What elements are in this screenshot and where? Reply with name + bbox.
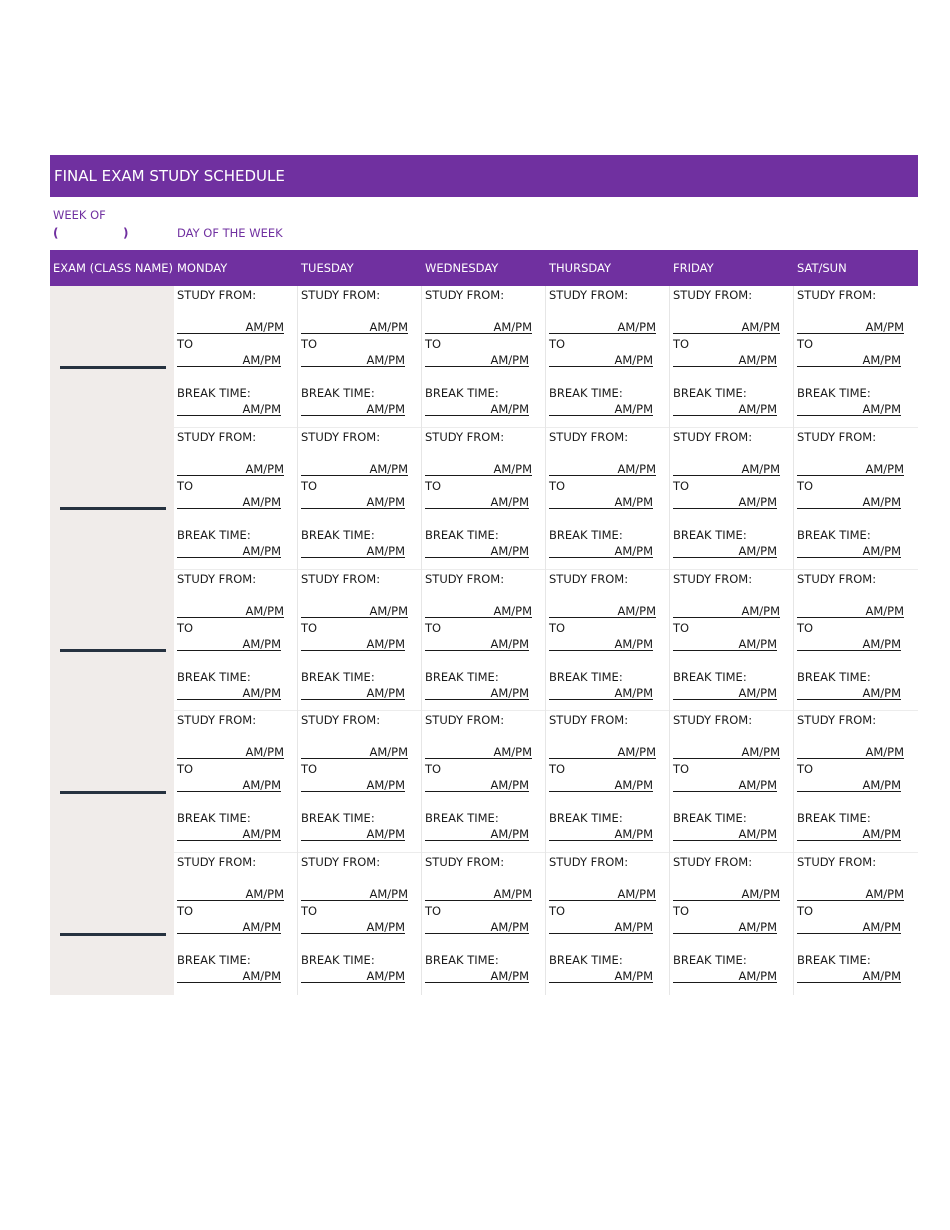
to-label: TO bbox=[549, 337, 566, 351]
break-time-field[interactable]: AM/PM bbox=[177, 402, 281, 416]
study-to-time-field[interactable]: AM/PM bbox=[425, 637, 529, 651]
study-from-time-field[interactable]: AM/PM bbox=[673, 604, 780, 618]
day-column-sat-sun bbox=[794, 286, 918, 995]
to-label: TO bbox=[425, 478, 442, 493]
study-slot bbox=[546, 570, 669, 712]
to-label: TO bbox=[177, 762, 194, 777]
break-time-field[interactable]: AM/PM bbox=[177, 686, 281, 700]
break-time-label: BREAK TIME: bbox=[673, 527, 747, 542]
study-from-time-field[interactable]: AM/PM bbox=[549, 745, 656, 759]
to-label: TO bbox=[177, 904, 194, 919]
break-time-field[interactable]: AM/PM bbox=[673, 402, 777, 416]
study-from-label: STUDY FROM: bbox=[425, 429, 505, 444]
study-slot bbox=[298, 428, 421, 570]
to-label: TO bbox=[549, 620, 566, 635]
break-time-label: BREAK TIME: bbox=[301, 953, 375, 968]
header-sat-sun: SAT/SUN bbox=[797, 261, 847, 275]
study-from-label: STUDY FROM: bbox=[797, 429, 877, 444]
header-friday: FRIDAY bbox=[673, 261, 714, 275]
study-from-time-field[interactable]: AM/PM bbox=[549, 887, 656, 901]
study-from-label: STUDY FROM: bbox=[425, 571, 505, 586]
break-time-field[interactable]: AM/PM bbox=[797, 402, 901, 416]
exam-name-line[interactable] bbox=[60, 366, 166, 369]
study-from-label: STUDY FROM: bbox=[673, 429, 753, 444]
study-slot bbox=[174, 286, 297, 428]
study-slot bbox=[422, 711, 545, 853]
study-from-time-field[interactable]: AM/PM bbox=[177, 462, 284, 476]
study-from-time-field[interactable]: AM/PM bbox=[425, 320, 532, 334]
to-label: TO bbox=[797, 762, 814, 777]
exam-name-line[interactable] bbox=[60, 933, 166, 936]
to-label: TO bbox=[425, 620, 442, 635]
break-time-label: BREAK TIME: bbox=[797, 953, 871, 968]
study-from-label: STUDY FROM: bbox=[797, 571, 877, 586]
break-time-field[interactable]: AM/PM bbox=[549, 402, 653, 416]
to-label: TO bbox=[673, 762, 690, 777]
study-to-time-field[interactable]: AM/PM bbox=[425, 778, 529, 792]
week-of-paren-close: ) bbox=[123, 226, 129, 240]
study-from-label: STUDY FROM: bbox=[177, 571, 257, 586]
break-time-label: BREAK TIME: bbox=[673, 811, 747, 826]
study-to-time-field[interactable]: AM/PM bbox=[549, 495, 653, 509]
study-slot bbox=[298, 286, 421, 428]
study-to-time-field[interactable]: AM/PM bbox=[673, 495, 777, 509]
study-from-time-field[interactable]: AM/PM bbox=[797, 745, 904, 759]
study-from-label: STUDY FROM: bbox=[797, 713, 877, 728]
study-to-time-field[interactable]: AM/PM bbox=[301, 920, 405, 934]
study-slot bbox=[794, 570, 918, 712]
study-from-label: STUDY FROM: bbox=[301, 855, 381, 870]
week-of-paren-open: ( bbox=[53, 226, 59, 240]
break-time-field[interactable]: AM/PM bbox=[301, 686, 405, 700]
day-column-wednesday bbox=[422, 286, 546, 995]
break-time-field[interactable]: AM/PM bbox=[673, 969, 777, 983]
break-time-field[interactable]: AM/PM bbox=[549, 544, 653, 558]
study-from-label: STUDY FROM: bbox=[549, 571, 629, 586]
break-time-label: BREAK TIME: bbox=[673, 953, 747, 968]
study-to-time-field[interactable]: AM/PM bbox=[673, 920, 777, 934]
break-time-label: BREAK TIME: bbox=[797, 669, 871, 684]
study-from-label: STUDY FROM: bbox=[673, 713, 753, 728]
to-label: TO bbox=[301, 620, 318, 635]
break-time-label: BREAK TIME: bbox=[549, 953, 623, 968]
study-from-time-field[interactable]: AM/PM bbox=[301, 462, 408, 476]
break-time-label: BREAK TIME: bbox=[177, 669, 251, 684]
header-exam-class-name: EXAM (CLASS NAME) bbox=[53, 261, 174, 275]
exam-name-line[interactable] bbox=[60, 507, 166, 510]
study-slot bbox=[546, 711, 669, 853]
study-slot bbox=[298, 853, 421, 995]
study-from-label: STUDY FROM: bbox=[177, 429, 257, 444]
study-to-time-field[interactable]: AM/PM bbox=[549, 778, 653, 792]
study-from-time-field[interactable]: AM/PM bbox=[177, 320, 284, 334]
to-label: TO bbox=[425, 762, 442, 777]
study-from-time-field[interactable]: AM/PM bbox=[797, 462, 904, 476]
study-from-label: STUDY FROM: bbox=[425, 855, 505, 870]
break-time-field[interactable]: AM/PM bbox=[425, 544, 529, 558]
break-time-label: BREAK TIME: bbox=[301, 669, 375, 684]
break-time-field[interactable]: AM/PM bbox=[673, 544, 777, 558]
schedule-title: FINAL EXAM STUDY SCHEDULE bbox=[50, 155, 918, 197]
schedule-grid bbox=[50, 286, 918, 995]
break-time-label: BREAK TIME: bbox=[425, 953, 499, 968]
break-time-field[interactable]: AM/PM bbox=[425, 969, 529, 983]
study-from-label: STUDY FROM: bbox=[549, 288, 629, 302]
to-label: TO bbox=[797, 478, 814, 493]
study-slot bbox=[422, 286, 545, 428]
study-slot bbox=[174, 711, 297, 853]
study-to-time-field[interactable]: AM/PM bbox=[301, 778, 405, 792]
break-time-field[interactable]: AM/PM bbox=[425, 827, 529, 841]
study-from-label: STUDY FROM: bbox=[673, 855, 753, 870]
study-from-time-field[interactable]: AM/PM bbox=[177, 745, 284, 759]
break-time-label: BREAK TIME: bbox=[549, 811, 623, 826]
break-time-label: BREAK TIME: bbox=[177, 811, 251, 826]
to-label: TO bbox=[797, 904, 814, 919]
study-from-time-field[interactable]: AM/PM bbox=[673, 745, 780, 759]
header-wednesday: WEDNESDAY bbox=[425, 261, 499, 275]
study-from-label: STUDY FROM: bbox=[425, 713, 505, 728]
break-time-field[interactable]: AM/PM bbox=[673, 686, 777, 700]
study-from-label: STUDY FROM: bbox=[797, 288, 877, 302]
study-slot bbox=[422, 428, 545, 570]
study-to-time-field[interactable]: AM/PM bbox=[797, 495, 901, 509]
study-to-time-field[interactable]: AM/PM bbox=[177, 778, 281, 792]
header-thursday: THURSDAY bbox=[549, 261, 612, 275]
break-time-label: BREAK TIME: bbox=[673, 669, 747, 684]
to-label: TO bbox=[673, 337, 690, 351]
break-time-label: BREAK TIME: bbox=[425, 527, 499, 542]
study-to-time-field[interactable]: AM/PM bbox=[301, 495, 405, 509]
study-from-label: STUDY FROM: bbox=[301, 429, 381, 444]
to-label: TO bbox=[177, 478, 194, 493]
break-time-label: BREAK TIME: bbox=[797, 811, 871, 826]
break-time-field[interactable]: AM/PM bbox=[549, 827, 653, 841]
study-from-time-field[interactable]: AM/PM bbox=[425, 745, 532, 759]
to-label: TO bbox=[797, 620, 814, 635]
exam-name-line[interactable] bbox=[60, 649, 166, 652]
break-time-field[interactable]: AM/PM bbox=[673, 827, 777, 841]
study-from-label: STUDY FROM: bbox=[301, 571, 381, 586]
study-slot bbox=[174, 428, 297, 570]
study-to-time-field[interactable]: AM/PM bbox=[425, 920, 529, 934]
study-from-label: STUDY FROM: bbox=[797, 855, 877, 870]
study-to-time-field[interactable]: AM/PM bbox=[673, 637, 777, 651]
study-slot bbox=[546, 286, 669, 428]
break-time-label: BREAK TIME: bbox=[301, 811, 375, 826]
header-monday: MONDAY bbox=[177, 261, 228, 275]
study-to-time-field[interactable]: AM/PM bbox=[425, 495, 529, 509]
to-label: TO bbox=[425, 337, 442, 351]
study-from-time-field[interactable]: AM/PM bbox=[549, 462, 656, 476]
to-label: TO bbox=[301, 904, 318, 919]
to-label: TO bbox=[549, 478, 566, 493]
to-label: TO bbox=[177, 337, 194, 351]
header-tuesday: TUESDAY bbox=[301, 261, 354, 275]
break-time-label: BREAK TIME: bbox=[301, 386, 375, 400]
break-time-label: BREAK TIME: bbox=[301, 527, 375, 542]
study-to-time-field[interactable]: AM/PM bbox=[549, 920, 653, 934]
study-from-label: STUDY FROM: bbox=[549, 855, 629, 870]
break-time-label: BREAK TIME: bbox=[425, 811, 499, 826]
study-slot bbox=[670, 286, 793, 428]
study-slot bbox=[670, 428, 793, 570]
break-time-field[interactable]: AM/PM bbox=[797, 969, 901, 983]
table-header bbox=[50, 250, 918, 286]
study-from-label: STUDY FROM: bbox=[177, 288, 257, 302]
study-to-time-field[interactable]: AM/PM bbox=[797, 637, 901, 651]
study-from-time-field[interactable]: AM/PM bbox=[673, 320, 780, 334]
break-time-label: BREAK TIME: bbox=[425, 386, 499, 400]
to-label: TO bbox=[673, 620, 690, 635]
study-slot bbox=[298, 711, 421, 853]
day-column-monday bbox=[174, 286, 298, 995]
break-time-label: BREAK TIME: bbox=[549, 669, 623, 684]
break-time-field[interactable]: AM/PM bbox=[549, 969, 653, 983]
break-time-label: BREAK TIME: bbox=[549, 527, 623, 542]
break-time-label: BREAK TIME: bbox=[425, 669, 499, 684]
study-from-label: STUDY FROM: bbox=[301, 713, 381, 728]
study-to-time-field[interactable]: AM/PM bbox=[549, 637, 653, 651]
study-from-time-field[interactable]: AM/PM bbox=[177, 604, 284, 618]
study-from-time-field[interactable]: AM/PM bbox=[797, 320, 904, 334]
break-time-field[interactable]: AM/PM bbox=[301, 969, 405, 983]
study-from-label: STUDY FROM: bbox=[177, 855, 257, 870]
study-slot bbox=[546, 853, 669, 995]
break-time-field[interactable]: AM/PM bbox=[797, 686, 901, 700]
week-of-label: WEEK OF bbox=[53, 208, 106, 222]
break-time-field[interactable]: AM/PM bbox=[549, 686, 653, 700]
study-to-time-field[interactable]: AM/PM bbox=[177, 495, 281, 509]
break-time-field[interactable]: AM/PM bbox=[177, 544, 281, 558]
break-time-label: BREAK TIME: bbox=[797, 386, 871, 400]
study-from-time-field[interactable]: AM/PM bbox=[301, 604, 408, 618]
study-to-time-field[interactable]: AM/PM bbox=[797, 778, 901, 792]
study-slot bbox=[174, 570, 297, 712]
study-from-time-field[interactable]: AM/PM bbox=[549, 604, 656, 618]
to-label: TO bbox=[425, 904, 442, 919]
to-label: TO bbox=[673, 478, 690, 493]
break-time-field[interactable]: AM/PM bbox=[797, 827, 901, 841]
study-from-time-field[interactable]: AM/PM bbox=[301, 745, 408, 759]
exam-name-line[interactable] bbox=[60, 791, 166, 794]
day-column-friday bbox=[670, 286, 794, 995]
to-label: TO bbox=[549, 904, 566, 919]
break-time-field[interactable]: AM/PM bbox=[177, 827, 281, 841]
to-label: TO bbox=[301, 762, 318, 777]
study-slot bbox=[794, 853, 918, 995]
study-to-time-field[interactable]: AM/PM bbox=[425, 353, 529, 367]
to-label: TO bbox=[549, 762, 566, 777]
study-slot bbox=[422, 853, 545, 995]
study-slot bbox=[794, 711, 918, 853]
break-time-field[interactable]: AM/PM bbox=[425, 686, 529, 700]
study-slot bbox=[670, 853, 793, 995]
break-time-label: BREAK TIME: bbox=[177, 527, 251, 542]
day-column-tuesday bbox=[298, 286, 422, 995]
study-slot bbox=[422, 570, 545, 712]
study-from-time-field[interactable]: AM/PM bbox=[301, 887, 408, 901]
break-time-field[interactable]: AM/PM bbox=[301, 827, 405, 841]
to-label: TO bbox=[797, 337, 814, 351]
break-time-label: BREAK TIME: bbox=[177, 953, 251, 968]
study-from-label: STUDY FROM: bbox=[549, 429, 629, 444]
break-time-field[interactable]: AM/PM bbox=[301, 544, 405, 558]
break-time-label: BREAK TIME: bbox=[549, 386, 623, 400]
study-to-time-field[interactable]: AM/PM bbox=[177, 637, 281, 651]
break-time-field[interactable]: AM/PM bbox=[177, 969, 281, 983]
break-time-field[interactable]: AM/PM bbox=[797, 544, 901, 558]
study-from-label: STUDY FROM: bbox=[673, 571, 753, 586]
study-from-time-field[interactable]: AM/PM bbox=[301, 320, 408, 334]
study-from-time-field[interactable]: AM/PM bbox=[425, 462, 532, 476]
study-to-time-field[interactable]: AM/PM bbox=[797, 353, 901, 367]
study-from-time-field[interactable]: AM/PM bbox=[797, 887, 904, 901]
study-to-time-field[interactable]: AM/PM bbox=[301, 353, 405, 367]
study-to-time-field[interactable]: AM/PM bbox=[177, 920, 281, 934]
day-column-thursday bbox=[546, 286, 670, 995]
study-from-label: STUDY FROM: bbox=[177, 713, 257, 728]
study-from-time-field[interactable]: AM/PM bbox=[797, 604, 904, 618]
study-from-time-field[interactable]: AM/PM bbox=[549, 320, 656, 334]
study-from-label: STUDY FROM: bbox=[673, 288, 753, 302]
study-from-time-field[interactable]: AM/PM bbox=[673, 462, 780, 476]
study-from-label: STUDY FROM: bbox=[301, 288, 381, 302]
break-time-field[interactable]: AM/PM bbox=[425, 402, 529, 416]
study-slot bbox=[174, 853, 297, 995]
to-label: TO bbox=[301, 337, 318, 351]
study-to-time-field[interactable]: AM/PM bbox=[797, 920, 901, 934]
break-time-field[interactable]: AM/PM bbox=[301, 402, 405, 416]
study-from-label: STUDY FROM: bbox=[549, 713, 629, 728]
study-slot bbox=[298, 570, 421, 712]
to-label: TO bbox=[301, 478, 318, 493]
day-of-week-label: DAY OF THE WEEK bbox=[177, 226, 283, 240]
break-time-label: BREAK TIME: bbox=[673, 386, 747, 400]
study-to-time-field[interactable]: AM/PM bbox=[673, 353, 777, 367]
study-slot bbox=[546, 428, 669, 570]
study-from-time-field[interactable]: AM/PM bbox=[673, 887, 780, 901]
study-to-time-field[interactable]: AM/PM bbox=[177, 353, 281, 367]
exam-column bbox=[50, 286, 174, 995]
study-from-time-field[interactable]: AM/PM bbox=[425, 604, 532, 618]
study-slot bbox=[794, 428, 918, 570]
study-from-time-field[interactable]: AM/PM bbox=[425, 887, 532, 901]
study-from-label: STUDY FROM: bbox=[425, 288, 505, 302]
study-to-time-field[interactable]: AM/PM bbox=[673, 778, 777, 792]
break-time-label: BREAK TIME: bbox=[177, 386, 251, 400]
study-from-time-field[interactable]: AM/PM bbox=[177, 887, 284, 901]
to-label: TO bbox=[673, 904, 690, 919]
study-slot bbox=[794, 286, 918, 428]
study-slot bbox=[670, 570, 793, 712]
study-to-time-field[interactable]: AM/PM bbox=[549, 353, 653, 367]
to-label: TO bbox=[177, 620, 194, 635]
study-to-time-field[interactable]: AM/PM bbox=[301, 637, 405, 651]
break-time-label: BREAK TIME: bbox=[797, 527, 871, 542]
study-slot bbox=[670, 711, 793, 853]
